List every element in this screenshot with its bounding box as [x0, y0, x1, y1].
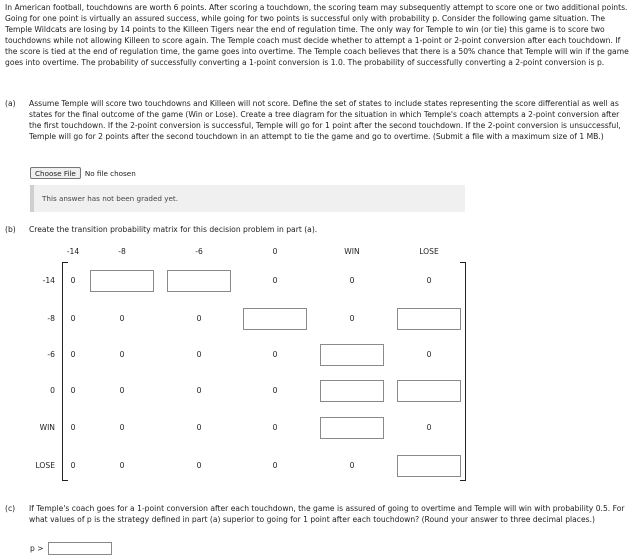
- matrix-col-header-minus8: -8: [118, 247, 126, 256]
- matrix-input-win-to-win[interactable]: [320, 417, 384, 439]
- matrix-cell-minus6-to-minus14: 0: [70, 350, 76, 359]
- part-b-label: (b): [5, 225, 16, 234]
- p-answer-row: [30, 542, 112, 555]
- matrix-cell-minus14-to-zero: 0: [272, 276, 278, 285]
- matrix-cell-win-to-minus6: 0: [196, 423, 202, 432]
- part-a: [5, 98, 633, 142]
- matrix-input-zero-to-lose[interactable]: [397, 380, 461, 402]
- part-b-text: Create the transition probability matrix for this decision problem in part (a).: [29, 225, 318, 234]
- matrix-cell-win-to-minus14: 0: [70, 423, 76, 432]
- matrix-cell-minus6-to-minus6: 0: [196, 350, 202, 359]
- no-file-text: No file chosen: [84, 168, 136, 178]
- file-upload: [30, 167, 136, 179]
- part-a-label: (a): [5, 99, 16, 108]
- matrix-row-header-minus6: -6: [47, 350, 55, 359]
- part-c-label: (c): [5, 504, 16, 513]
- matrix-row-header-lose: LOSE: [35, 461, 55, 470]
- matrix-cell-minus6-to-zero: 0: [272, 350, 278, 359]
- matrix-input-minus8-to-zero[interactable]: [243, 308, 307, 330]
- matrix-cell-lose-to-minus6: 0: [196, 461, 202, 470]
- choose-file-button[interactable]: Choose File: [30, 167, 81, 179]
- matrix-cell-zero-to-zero: 0: [272, 386, 278, 395]
- matrix-cell-lose-to-minus14: 0: [70, 461, 76, 470]
- matrix-col-header-win: WIN: [344, 247, 360, 256]
- matrix-input-minus8-to-lose[interactable]: [397, 308, 461, 330]
- part-c: [5, 503, 633, 525]
- matrix-col-header-lose: LOSE: [419, 247, 439, 256]
- p-answer-input[interactable]: [48, 542, 112, 555]
- matrix-cell-minus14-to-minus14: 0: [70, 276, 76, 285]
- matrix-cell-win-to-lose: 0: [426, 423, 432, 432]
- matrix-cell-lose-to-win: 0: [349, 461, 355, 470]
- matrix-cell-minus6-to-minus8: 0: [119, 350, 125, 359]
- matrix-cell-win-to-zero: 0: [272, 423, 278, 432]
- matrix-right-bracket: [460, 262, 466, 481]
- p-label: p >: [30, 544, 44, 553]
- matrix-cell-zero-to-minus8: 0: [119, 386, 125, 395]
- matrix-input-minus6-to-win[interactable]: [320, 344, 384, 366]
- matrix-left-bracket: [62, 262, 68, 481]
- matrix-col-header-minus6: -6: [195, 247, 203, 256]
- matrix-col-header-zero: 0: [272, 247, 278, 256]
- matrix-col-header-minus14: -14: [66, 247, 80, 256]
- matrix-input-lose-to-lose[interactable]: [397, 455, 461, 477]
- matrix-cell-minus14-to-win: 0: [349, 276, 355, 285]
- matrix-cell-minus6-to-lose: 0: [426, 350, 432, 359]
- matrix-cell-lose-to-minus8: 0: [119, 461, 125, 470]
- matrix-input-zero-to-win[interactable]: [320, 380, 384, 402]
- problem-intro: In American football, touchdowns are worth 6 points. After scoring a touchdown, the scoring team may subsequently attempt to score one or two additional points. Going for one point is virtually an assured success, while going for two points is successful only with probability p. Consider the following game situation. The Temple Wildcats are losing by 14 points to the Killeen Tigers near the end of regulation time. The only way for Temple to win (or tie) this game is to score two touchdowns while not allowing Killeen to score again. The Temple coach must decide whether to attempt a 1-point or 2-point conversion after each touchdown. If the score is tied at the end of regulation time, the game goes into overtime. The Temple coach believes that there is a 50% chance that Temple will win if the game goes into overtime. The probability of successfully converting a 1-point conversion is 1.0. The probability of successfully converting a 2-point conversion is p.: [5, 3, 629, 68]
- matrix-cell-minus8-to-minus8: 0: [119, 314, 125, 323]
- matrix-cell-minus8-to-win: 0: [349, 314, 355, 323]
- part-b: [5, 224, 633, 235]
- matrix-row-header-minus14: -14: [42, 276, 55, 285]
- matrix-row-header-zero: 0: [50, 386, 55, 395]
- matrix-cell-zero-to-minus14: 0: [70, 386, 76, 395]
- grading-status-text: This answer has not been graded yet.: [42, 194, 179, 203]
- matrix-row-header-win: WIN: [39, 423, 55, 432]
- matrix-input-minus14-to-minus6[interactable]: [167, 270, 231, 292]
- part-c-text: If Temple's coach goes for a 1-point conversion after each touchdown, the game is assured of going to overtime and Temple will win with probability 0.5. For what values of p is the strategy defined in part (a) superior to going for 1 point after each touchdown? (Round your answer to three decimal places.): [29, 504, 625, 525]
- matrix-cell-zero-to-minus6: 0: [196, 386, 202, 395]
- part-a-text: Assume Temple will score two touchdowns and Killeen will not score. Define the set of states to include states representing the score differential as well as states for the final outcome of the game (Win or Lose). Create a tree diagram for the situation in which Temple's coach attempts a 2-point conversion after the first touchdown. If the 2-point conversion is successful, Temple will go for 1 point after the second touchdown. If the 2-point conversion is unsuccessful, Temple will go for 2 points after the second touchdown in an attempt to tie the game and go to overtime. (Submit a file with a maximum size of 1 MB.): [29, 99, 621, 142]
- matrix-cell-minus14-to-lose: 0: [426, 276, 432, 285]
- grading-status-box: [30, 185, 465, 212]
- matrix-cell-lose-to-zero: 0: [272, 461, 278, 470]
- matrix-input-minus14-to-minus8[interactable]: [90, 270, 154, 292]
- matrix-cell-win-to-minus8: 0: [119, 423, 125, 432]
- matrix-cell-minus8-to-minus14: 0: [70, 314, 76, 323]
- matrix-cell-minus8-to-minus6: 0: [196, 314, 202, 323]
- matrix-row-header-minus8: -8: [47, 314, 55, 323]
